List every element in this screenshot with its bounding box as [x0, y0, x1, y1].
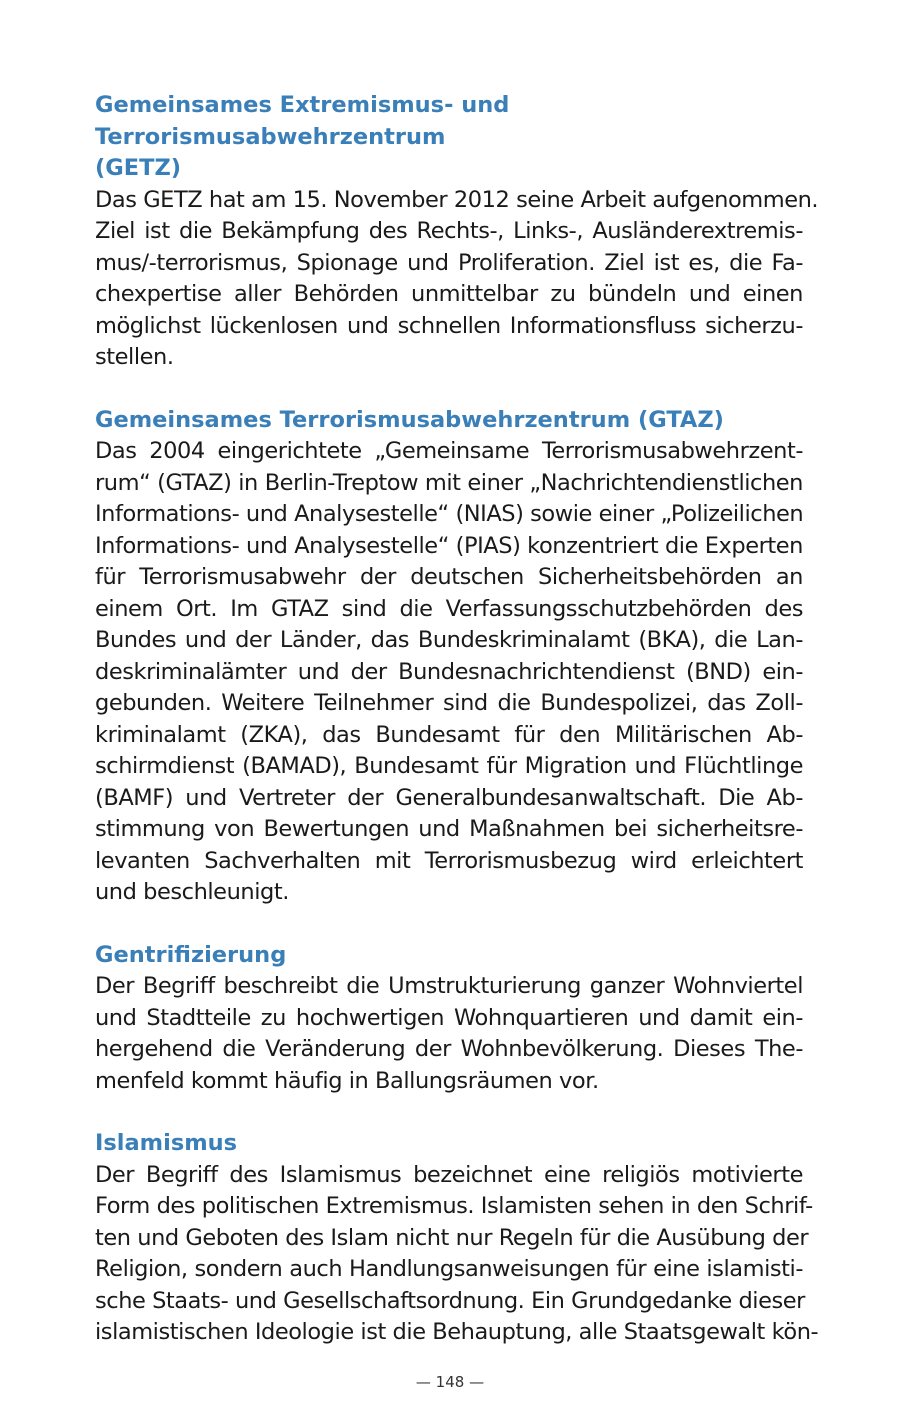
body-line: kriminalamt (ZKA), das Bundesamt für den Militärischen Ab- [95, 721, 803, 748]
body-line: und beschleunigt. [95, 879, 289, 905]
body-line: stimmung von Bewertungen und Maßnahmen bei sicherheitsre- [95, 816, 803, 842]
page-number: — 148 — [415, 1373, 485, 1391]
body-line: Religion, sondern auch Handlungsanweisungen für eine islamisti- [95, 1256, 803, 1282]
body-line: mus/-terrorismus, Spionage und Proliferation. Ziel ist es, die Fa- [95, 249, 803, 276]
body-line: Form des politischen Extremismus. Islamisten sehen in den Schrif- [95, 1193, 813, 1219]
body-line: Informations- und Analysestelle“ (PIAS) konzentriert die Experten [95, 532, 803, 559]
section-body [95, 971, 803, 1097]
body-line: hergehend die Veränderung der Wohnbevölkerung. Dieses The- [95, 1036, 803, 1062]
section-body [95, 436, 803, 909]
body-line: stellen. [95, 344, 174, 370]
body-line: Der Begriff des Islamismus bezeichnet eine religiös motivierte [95, 1161, 803, 1188]
heading-line: Gemeinsames Terrorismusabwehrzentrum (GTAZ) [95, 406, 724, 433]
heading-line: (GETZ) [95, 155, 182, 181]
body-line: menfeld kommt häufig in Ballungsräumen vor. [95, 1067, 599, 1094]
section-heading [95, 940, 803, 972]
body-line: schirmdienst (BAMAD), Bundesamt für Migration und Flüchtlinge [95, 753, 803, 779]
heading-line: Gentrifizierung [95, 941, 287, 968]
body-line: sche Staats- und Gesellschaftsordnung. Ein Grundgedanke dieser [95, 1287, 805, 1314]
section-islamismus [95, 1128, 819, 1349]
section-heading [95, 1128, 803, 1160]
section-gtaz [95, 405, 803, 909]
heading-line: Gemeinsames Extremismus- und Terrorismusabwehrzentrum [95, 92, 510, 150]
body-line: Informations- und Analysestelle“ (NIAS) sowie einer „Polizeilichen [95, 501, 804, 527]
body-line: levanten Sachverhalten mit Terrorismusbezug wird erleichtert [95, 847, 803, 874]
body-line: gebunden. Weitere Teilnehmer sind die Bundespolizei, das Zoll- [95, 690, 803, 716]
section-body [95, 185, 819, 374]
body-line: islamistischen Ideologie ist die Behauptung, alle Staatsgewalt kön- [95, 1319, 819, 1345]
body-line: einem Ort. Im GTAZ sind die Verfassungsschutzbehörden des [95, 595, 803, 622]
body-line: Bundes und der Länder, das Bundeskriminalamt (BKA), die Lan- [95, 627, 803, 653]
page-content [95, 90, 819, 1380]
section-getz [95, 90, 819, 374]
body-line: (BAMF) und Vertreter der Generalbundesanwaltschaft. Die Ab- [95, 784, 803, 811]
body-line: rum“ (GTAZ) in Berlin-Treptow mit einer „Nachrichtendienstlichen [95, 469, 803, 496]
body-line: ten und Geboten des Islam nicht nur Regeln für die Ausübung der [95, 1224, 809, 1251]
body-line: Das 2004 eingerichtete „Gemeinsame Terrorismusabwehrzent- [95, 438, 803, 464]
body-line: möglichst lückenlosen und schnellen Informationsfluss sicherzu- [95, 312, 803, 339]
body-line: chexpertise aller Behörden unmittelbar zu bündeln und einen [95, 281, 803, 307]
section-gentrifizierung [95, 940, 803, 1098]
body-line: für Terrorismusabwehr der deutschen Sicherheitsbehörden an [95, 564, 803, 590]
section-heading [95, 405, 803, 437]
section-heading [95, 90, 803, 185]
heading-line: Islamismus [95, 1130, 238, 1156]
body-line: Ziel ist die Bekämpfung des Rechts-, Links-, Ausländerextremis- [95, 218, 803, 244]
body-line: und Stadtteile zu hochwertigen Wohnquartieren und damit ein- [95, 1004, 803, 1031]
section-body [95, 1160, 819, 1349]
body-line: Das GETZ hat am 15. November 2012 seine Arbeit aufgenommen. [95, 186, 819, 213]
body-line: deskriminalämter und der Bundesnachrichtendienst (BND) ein- [95, 658, 803, 685]
body-line: Der Begriff beschreibt die Umstrukturierung ganzer Wohnviertel [95, 973, 803, 999]
